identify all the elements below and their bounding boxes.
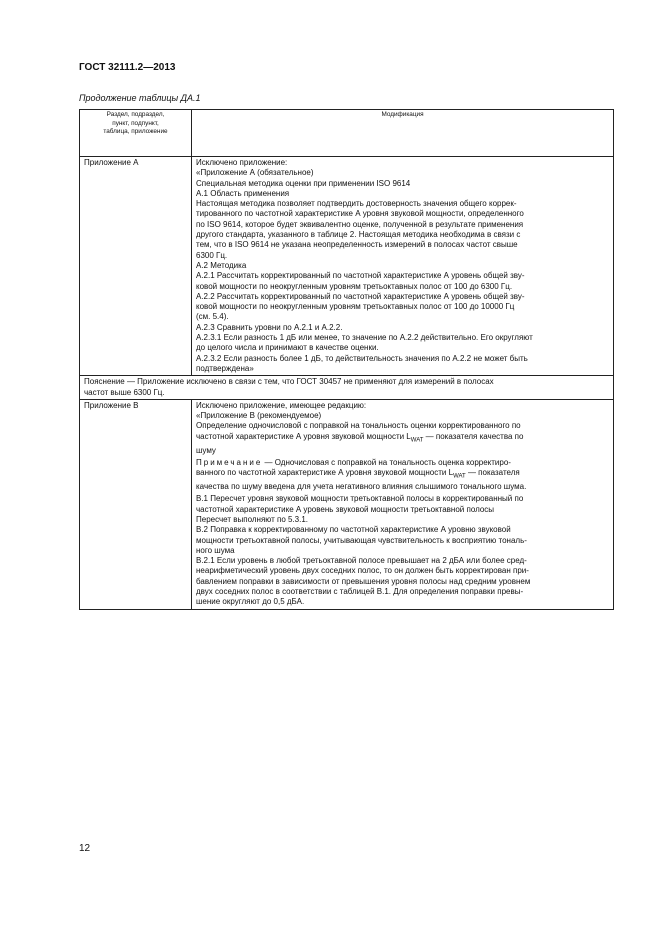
text-line: Исключено приложение, имеющее редакцию: bbox=[196, 400, 367, 410]
text-line: 6300 Гц. bbox=[196, 250, 228, 260]
text-line: В.2.1 Если уровень в любой третьоктавной полосе превышает на 2 дБА или более сред- bbox=[196, 556, 527, 566]
header-section-cell bbox=[80, 110, 192, 157]
text-line: до целого числа и принимают в качестве оценки. bbox=[196, 343, 379, 353]
text-line: ного шума bbox=[196, 545, 235, 555]
table-caption: Продолжение таблицы ДА.1 bbox=[79, 93, 201, 103]
text-line: В.1 Пересчет уровня звуковой мощности третьоктавной полосы в корректированный по bbox=[196, 494, 524, 504]
text-line: (см. 5.4). bbox=[196, 312, 229, 322]
text-line: неарифметический уровень двух соседних полос, то он должен быть корректирован при- bbox=[196, 566, 529, 576]
text-line: Исключено приложение: bbox=[196, 158, 288, 167]
note-line bbox=[196, 468, 609, 482]
text-line: А.1 Область применения bbox=[196, 188, 290, 198]
row-label-appendix-a: Приложение А bbox=[80, 157, 192, 376]
note-line bbox=[196, 458, 609, 468]
subscript-wat: WAT bbox=[453, 473, 466, 480]
text-line: другого стандарта, указанного в таблице 2. Настоящая методика необходима в связи с bbox=[196, 230, 521, 240]
section-b-body bbox=[196, 494, 609, 607]
table-header-row bbox=[80, 110, 614, 157]
text-line: А.2.1 Рассчитать корректированный по частотной характеристике А уровень общей зву- bbox=[196, 271, 525, 281]
note-label: Примечание bbox=[196, 457, 263, 467]
text-fragment: — показателя bbox=[465, 468, 520, 478]
text-line: подтверждена» bbox=[196, 363, 254, 373]
text-line: «Приложение В (рекомендуемое) bbox=[196, 411, 322, 421]
text-line: бавлением поправки в зависимости от превышения уровня полосы над средним уровнем bbox=[196, 576, 531, 586]
text-line: тированного по частотной характеристике А уровня звуковой мощности, определенного bbox=[196, 209, 524, 219]
explanation-line: Пояснение — Приложение исключено в связи с тем, что ГОСТ 30457 не применяют для измерений в полосах bbox=[84, 377, 494, 387]
text-line: Пересчет выполняют по 5.3.1. bbox=[196, 514, 308, 524]
subscript-wat: WAT bbox=[410, 437, 424, 444]
text-line: А.2.3.2 Если разность более 1 дБ, то действительность значения по А.2.2 не может быть bbox=[196, 353, 528, 363]
text-line: по ISO 9614, которое будет эквивалентно оценке, полученной в результате применения bbox=[196, 219, 524, 229]
table-row-explanation bbox=[80, 376, 614, 400]
text-fragment: ванного по частотной характеристике А уровня звуковой мощности L bbox=[196, 468, 454, 478]
text-line: Определение одночисловой с поправкой на тональность оценки корректированного по bbox=[196, 421, 521, 431]
text-line: двух соседних полос в соответствии с таблицей В.1. Для определения поправки превы- bbox=[196, 587, 524, 597]
explanation-cell bbox=[80, 376, 614, 400]
text-line: А.2.3.1 Если разность 1 дБ или менее, то значение по А.2.2 действительно. Его округляют bbox=[196, 333, 533, 343]
text-line: шуму bbox=[196, 445, 216, 455]
text-line: В.2 Поправка к корректированному по частотной характеристике А уровню звуковой bbox=[196, 525, 511, 535]
text-line: тем, что в ISO 9614 не указана неопределенность измерений в полосах частот свыше bbox=[196, 240, 518, 250]
modification-table bbox=[79, 109, 614, 610]
text-line: Настоящая методика позволяет подтвердить достоверность значения общего коррек- bbox=[196, 199, 517, 209]
page-number: 12 bbox=[79, 843, 91, 854]
text-line: А.2.2 Рассчитать корректированный по частотной характеристике А уровень общей зву- bbox=[196, 291, 525, 301]
text-fragment: — показателя качества по bbox=[423, 431, 524, 441]
row-content-appendix-a bbox=[192, 157, 614, 376]
table-row-appendix-a bbox=[80, 157, 614, 376]
text-fragment: — Одночисловая с поправкой на тональность оценка корректиро- bbox=[262, 457, 511, 467]
text-line: частотной характеристике А уровень звуковой мощности третьоктавной полосы bbox=[196, 504, 495, 514]
text-line: Специальная методика оценки при применении ISO 9614 bbox=[196, 178, 411, 188]
text-line bbox=[196, 432, 609, 446]
text-line: А.2.3 Сравнить уровни по А.2.1 и А.2.2. bbox=[196, 322, 343, 332]
note-line: качества по шуму введена для учета негативного влияния слышимого тонального шума. bbox=[196, 482, 527, 492]
explanation-line: частот выше 6300 Гц. bbox=[84, 387, 165, 397]
text-line: мощности третьоктавной полосы, учитывающая чувствительность к восприятию тональ- bbox=[196, 535, 527, 545]
note-block bbox=[196, 458, 609, 492]
table-row-appendix-b bbox=[80, 399, 614, 609]
row-content-appendix-b bbox=[192, 399, 614, 609]
header-section-line: Раздел, подраздел, bbox=[106, 111, 165, 118]
document-header-title: ГОСТ 32111.2—2013 bbox=[79, 62, 176, 73]
text-line: ковой мощности по неокругленным уровням третьоктавных полос от 100 до 6300 Гц. bbox=[196, 281, 513, 291]
header-section-line: таблица, приложение bbox=[103, 128, 168, 135]
header-modification-cell: Модификация bbox=[192, 110, 614, 157]
text-line: шение округляют до 0,5 дБА. bbox=[196, 597, 305, 607]
header-section-line: пункт, подпункт, bbox=[112, 119, 159, 127]
text-fragment: частотной характеристике А уровня звуковой мощности L bbox=[196, 431, 411, 441]
text-line: ковой мощности по неокругленным уровням третьоктавных полос от 100 до 10000 Гц bbox=[196, 302, 515, 312]
text-line: А.2 Методика bbox=[196, 260, 247, 270]
row-label-appendix-b: Приложение В bbox=[80, 399, 192, 609]
text-line: «Приложение А (обязательное) bbox=[196, 168, 314, 178]
